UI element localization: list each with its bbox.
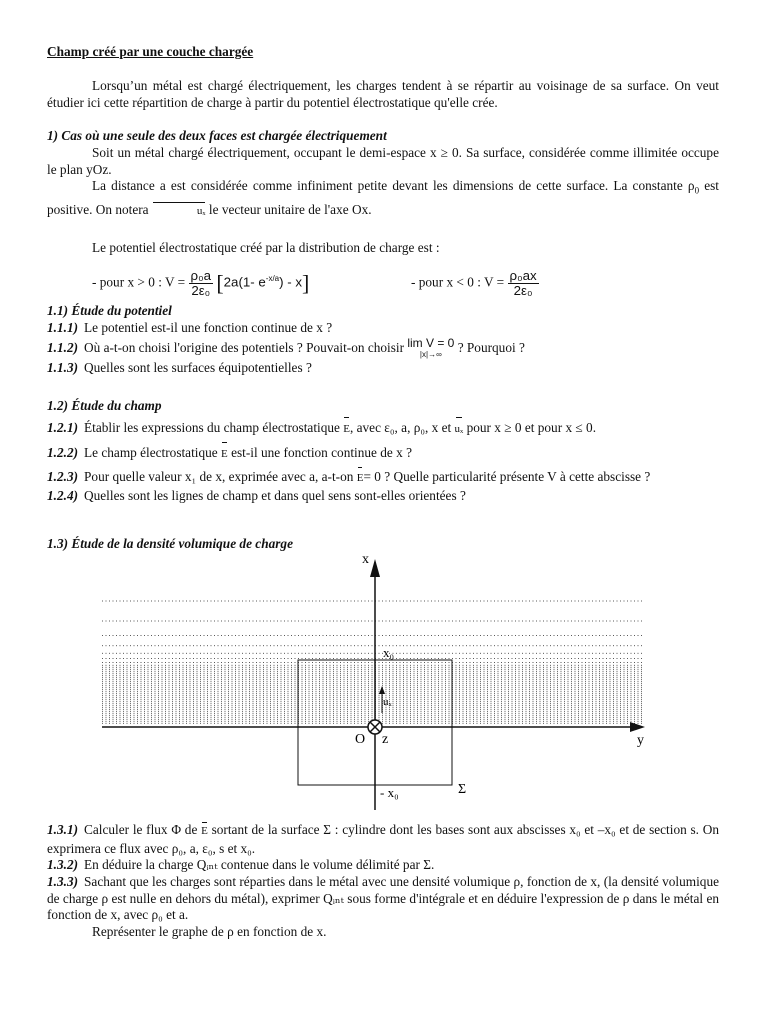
section-1-1-heading: 1.1) Étude du potentiel xyxy=(47,303,172,318)
section-1-p1: Soit un métal chargé électriquement, occupant le demi-espace x ≥ 0. Sa surface, considérée comme illimitée occupe le plan yOz. xyxy=(47,144,719,177)
page-title: Champ créé par une couche chargée xyxy=(47,44,254,59)
question-1-3-4: Représenter le graphe de ρ en fonction de x. xyxy=(92,924,327,940)
question-1-1-3: 1.1.3) Quelles sont les surfaces équipotentielles ? xyxy=(47,359,312,375)
question-1-3-1: 1.3.1) Calculer le flux Φ de E sortant de la surface Σ : cylindre dont les bases sont aux abscisses x₀ et –x₀ et de section s. On exprimera ce flux avec ρ₀, a, ε₀, s et x₀. xyxy=(47,822,719,856)
question-1-2-1: 1.2.1) Établir les expressions du champ électrostatique E, avec ε₀, a, ρ₀, x et uₓ pour x ≥ 0 et pour x ≤ 0. xyxy=(47,415,719,440)
potential-formulas xyxy=(47,240,719,299)
question-1-2-4: 1.2.4) Quelles sont les lignes de champ et dans quel sens sont-elles orientées ? xyxy=(47,487,466,503)
z-axis-label: z xyxy=(382,732,389,747)
charge-density-dots xyxy=(102,601,642,723)
question-1-3-2: 1.3.2) En déduire la charge Qᵢₙₜ contenue dans le volume délimité par Σ. xyxy=(47,857,435,872)
section-1-p2: La distance a est considérée comme infiniment petite devant les dimensions de cette surface. La constante $\rho_0$ est positive. On notera uₓ le vecteur unitaire de l'axe Ox. xyxy=(47,178,719,219)
intro-paragraph: Lorsqu’un métal est chargé électriquement, les charges tendent à se répartir au voisinage de sa surface. On veut étudier ici cette répartition de charge à partir du potentiel électrostatique qu'elle crée. xyxy=(47,78,719,110)
question-1-1-1: 1.1.1) Le potentiel est-il une fonction continue de x ? xyxy=(47,319,333,335)
section-1-1 xyxy=(47,303,719,376)
section-1-3-questions xyxy=(47,820,719,941)
ux-vector: uₓ xyxy=(152,200,206,220)
sigma-label: Σ xyxy=(458,782,467,797)
section-1-heading: 1) Cas où une seule des deux faces est chargée électriquement xyxy=(47,128,387,143)
formula-positive: - pour x > 0 : V = $\frac{\text{ρ₀a}}{\text{2ε₀}}$ [2a(1- $e^{-x/a}) - x$] xyxy=(92,267,310,298)
x-axis-label: x xyxy=(362,552,369,567)
section-1 xyxy=(47,128,719,220)
question-1-2-3: 1.2.3) Pour quelle valeur x₁ de x, exprimée avec a, a-t-on E= 0 ? Quelle particularité présente V à cette abscisse ? xyxy=(47,465,719,488)
x0-label: x₀ xyxy=(383,645,395,660)
section-1-3-heading: 1.3) Étude de la densité volumique de charge xyxy=(47,536,293,551)
charge-layer-figure xyxy=(0,545,768,810)
question-1-1-2: 1.1.2) Où a-t-on choisi l'origine des potentiels ? Pouvait-on choisir lim V = 0 |x|→∞ ? Pourquoi ? xyxy=(47,335,525,359)
section-1-2 xyxy=(47,398,719,505)
minus-x0-label: - x₀ xyxy=(380,785,399,800)
y-axis-label: y xyxy=(637,733,644,748)
question-1-3-3: 1.3.3) Sachant que les charges sont réparties dans le métal avec une densité volumique ρ, fonction de x, (la densité volumique de charge ρ est nulle en dehors du métal), exprimer Qᵢₙₜ sous forme d'intégrale et en déduire l'expression de ρ dans le métal en fonction de x, avec ρ₀ et a. xyxy=(47,873,719,923)
x-axis-arrow xyxy=(370,559,380,577)
ux-label: uₓ xyxy=(383,696,392,708)
section-1-2-heading: 1.2) Étude du champ xyxy=(47,398,162,413)
ux-arrowhead xyxy=(379,686,385,694)
question-1-2-2: 1.2.2) Le champ électrostatique E est-il une fonction continue de x ? xyxy=(47,440,719,465)
section-1-p3: Le potentiel électrostatique créé par la distribution de charge est : xyxy=(92,240,440,255)
formula-negative: - pour x < 0 : V = $\frac{\text{ρ₀ax}}{\text{2ε₀}}$ xyxy=(411,267,537,298)
origin-label: O xyxy=(355,732,366,747)
